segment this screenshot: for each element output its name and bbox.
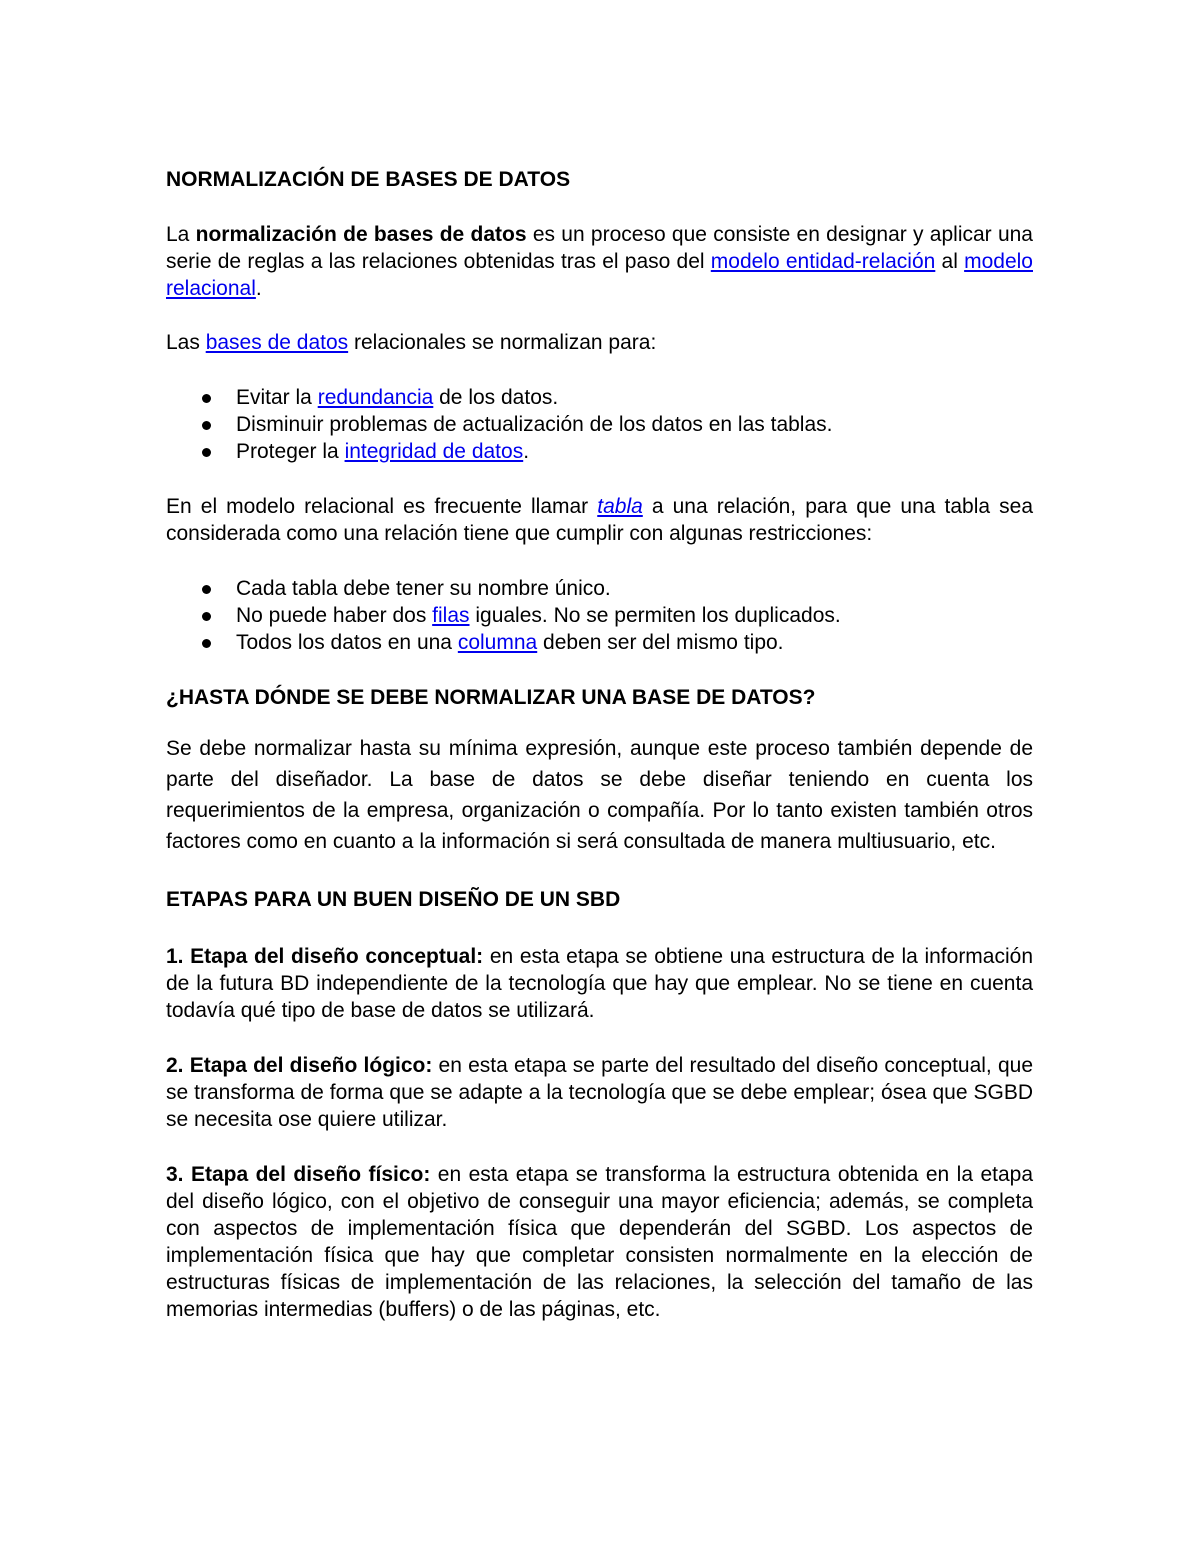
stage-1-text: en esta etapa se obtiene una estructura de la información de la futura BD independiente de la tecnología que hay que emplear. No se tiene en cuenta todavía qué tipo de base de datos se utilizará. [166, 945, 1034, 1022]
stage-2-text: en esta etapa se parte del resultado del diseño conceptual, que se transforma de forma que se adapte a la tecnología que se debe emplear; ósea que SGBD se necesita ose quiere utilizar. [166, 1054, 1033, 1131]
link-modelo-entidad-relacion[interactable]: modelo entidad-relación [710, 250, 936, 273]
list-item [166, 629, 1033, 656]
section-title-hasta-donde: ¿HASTA DÓNDE SE DEBE NORMALIZAR UNA BASE DE DATOS? [166, 686, 816, 709]
bullet-icon [202, 448, 211, 457]
bullet-icon [202, 585, 211, 594]
goals-list [166, 384, 1033, 465]
purpose-paragraph [166, 329, 1033, 356]
stage-2-label: 2. Etapa del diseño lógico: [166, 1054, 433, 1077]
link-columna[interactable]: columna [457, 631, 538, 654]
list-item-text: de los datos. [433, 386, 559, 409]
purpose-text: Las [166, 331, 206, 354]
stage-3-paragraph [166, 1161, 1033, 1323]
bullet-icon [202, 612, 211, 621]
intro-text: . [255, 277, 262, 300]
restrictions-list [166, 575, 1033, 656]
list-item-text: Evitar la [236, 386, 318, 409]
bullet-icon [202, 639, 211, 648]
relational-text: a una relación, para que una tabla sea considerada como una relación tiene que cumplir con algunas restricciones: [166, 495, 1034, 545]
stage-3-label: 3. Etapa del diseño físico: [166, 1163, 431, 1186]
bullet-icon [202, 394, 211, 403]
list-item-text: iguales. No se permiten los duplicados. [469, 604, 841, 627]
purpose-text: relacionales se normalizan para: [348, 331, 657, 354]
list-item-text: No puede haber dos [236, 604, 433, 627]
link-modelo-relacional[interactable]: modelo relacional [166, 250, 1033, 300]
link-integridad-de-datos[interactable]: integridad de datos [344, 440, 524, 463]
list-item [166, 602, 1033, 629]
list-item [166, 575, 1033, 602]
bullet-icon [202, 421, 211, 430]
list-item [166, 411, 1033, 438]
list-item [166, 438, 1033, 465]
stage-3-text: en esta etapa se transforma la estructura obtenida en la etapa del diseño lógico, con el objetivo de conseguir una mayor eficiencia; además, se completa con aspectos de implementación física que dependerán del SGBD. Los aspectos de implementación física que hay que completar consisten normalmente en la elección de estructuras físicas de implementación de las relaciones, la selección del tamaño de las memorias intermedias (buffers) o de las páginas, etc. [166, 1163, 1033, 1321]
link-filas[interactable]: filas [432, 604, 470, 627]
normalize-paragraph: Se debe normalizar hasta su mínima expresión, aunque este proceso también depende de parte del diseñador. La base de datos se debe diseñar teniendo en cuenta los requerimientos de la empresa, organización o compañía. Por lo tanto existen también otros factores como en cuanto a la información si será consultada de manera multiusuario, etc. [166, 737, 1033, 853]
document-page [166, 166, 1033, 1323]
list-item-text: Proteger la [236, 440, 345, 463]
list-item [166, 384, 1033, 411]
intro-bold-term: normalización de bases de datos [195, 223, 527, 246]
stage-1-paragraph [166, 943, 1033, 1024]
list-item-text: Cada tabla debe tener su nombre único. [236, 577, 611, 600]
stage-1-label: 1. Etapa del diseño conceptual: [166, 945, 484, 968]
section-title-etapas: ETAPAS PARA UN BUEN DISEÑO DE UN SBD [166, 888, 621, 911]
list-item-text: deben ser del mismo tipo. [537, 631, 784, 654]
intro-text: es un proceso que consiste en designar y aplicar una serie de reglas a las relaciones obtenidas tras el paso del [166, 223, 1033, 273]
relational-text: En el modelo relacional es frecuente llamar [166, 495, 598, 518]
stage-2-paragraph [166, 1052, 1033, 1133]
link-bases-de-datos[interactable]: bases de datos [205, 331, 349, 354]
list-item-text: Disminuir problemas de actualización de los datos en las tablas. [236, 413, 833, 436]
link-redundancia[interactable]: redundancia [317, 386, 434, 409]
link-tabla[interactable]: tabla [597, 495, 643, 518]
list-item-text: . [523, 440, 530, 463]
list-item-text: Todos los datos en una [236, 631, 458, 654]
relational-paragraph [166, 493, 1033, 547]
section-title-normalizacion: NORMALIZACIÓN DE BASES DE DATOS [166, 168, 571, 191]
intro-text: al [935, 250, 965, 273]
intro-paragraph [166, 221, 1033, 302]
intro-text: La [166, 223, 196, 246]
